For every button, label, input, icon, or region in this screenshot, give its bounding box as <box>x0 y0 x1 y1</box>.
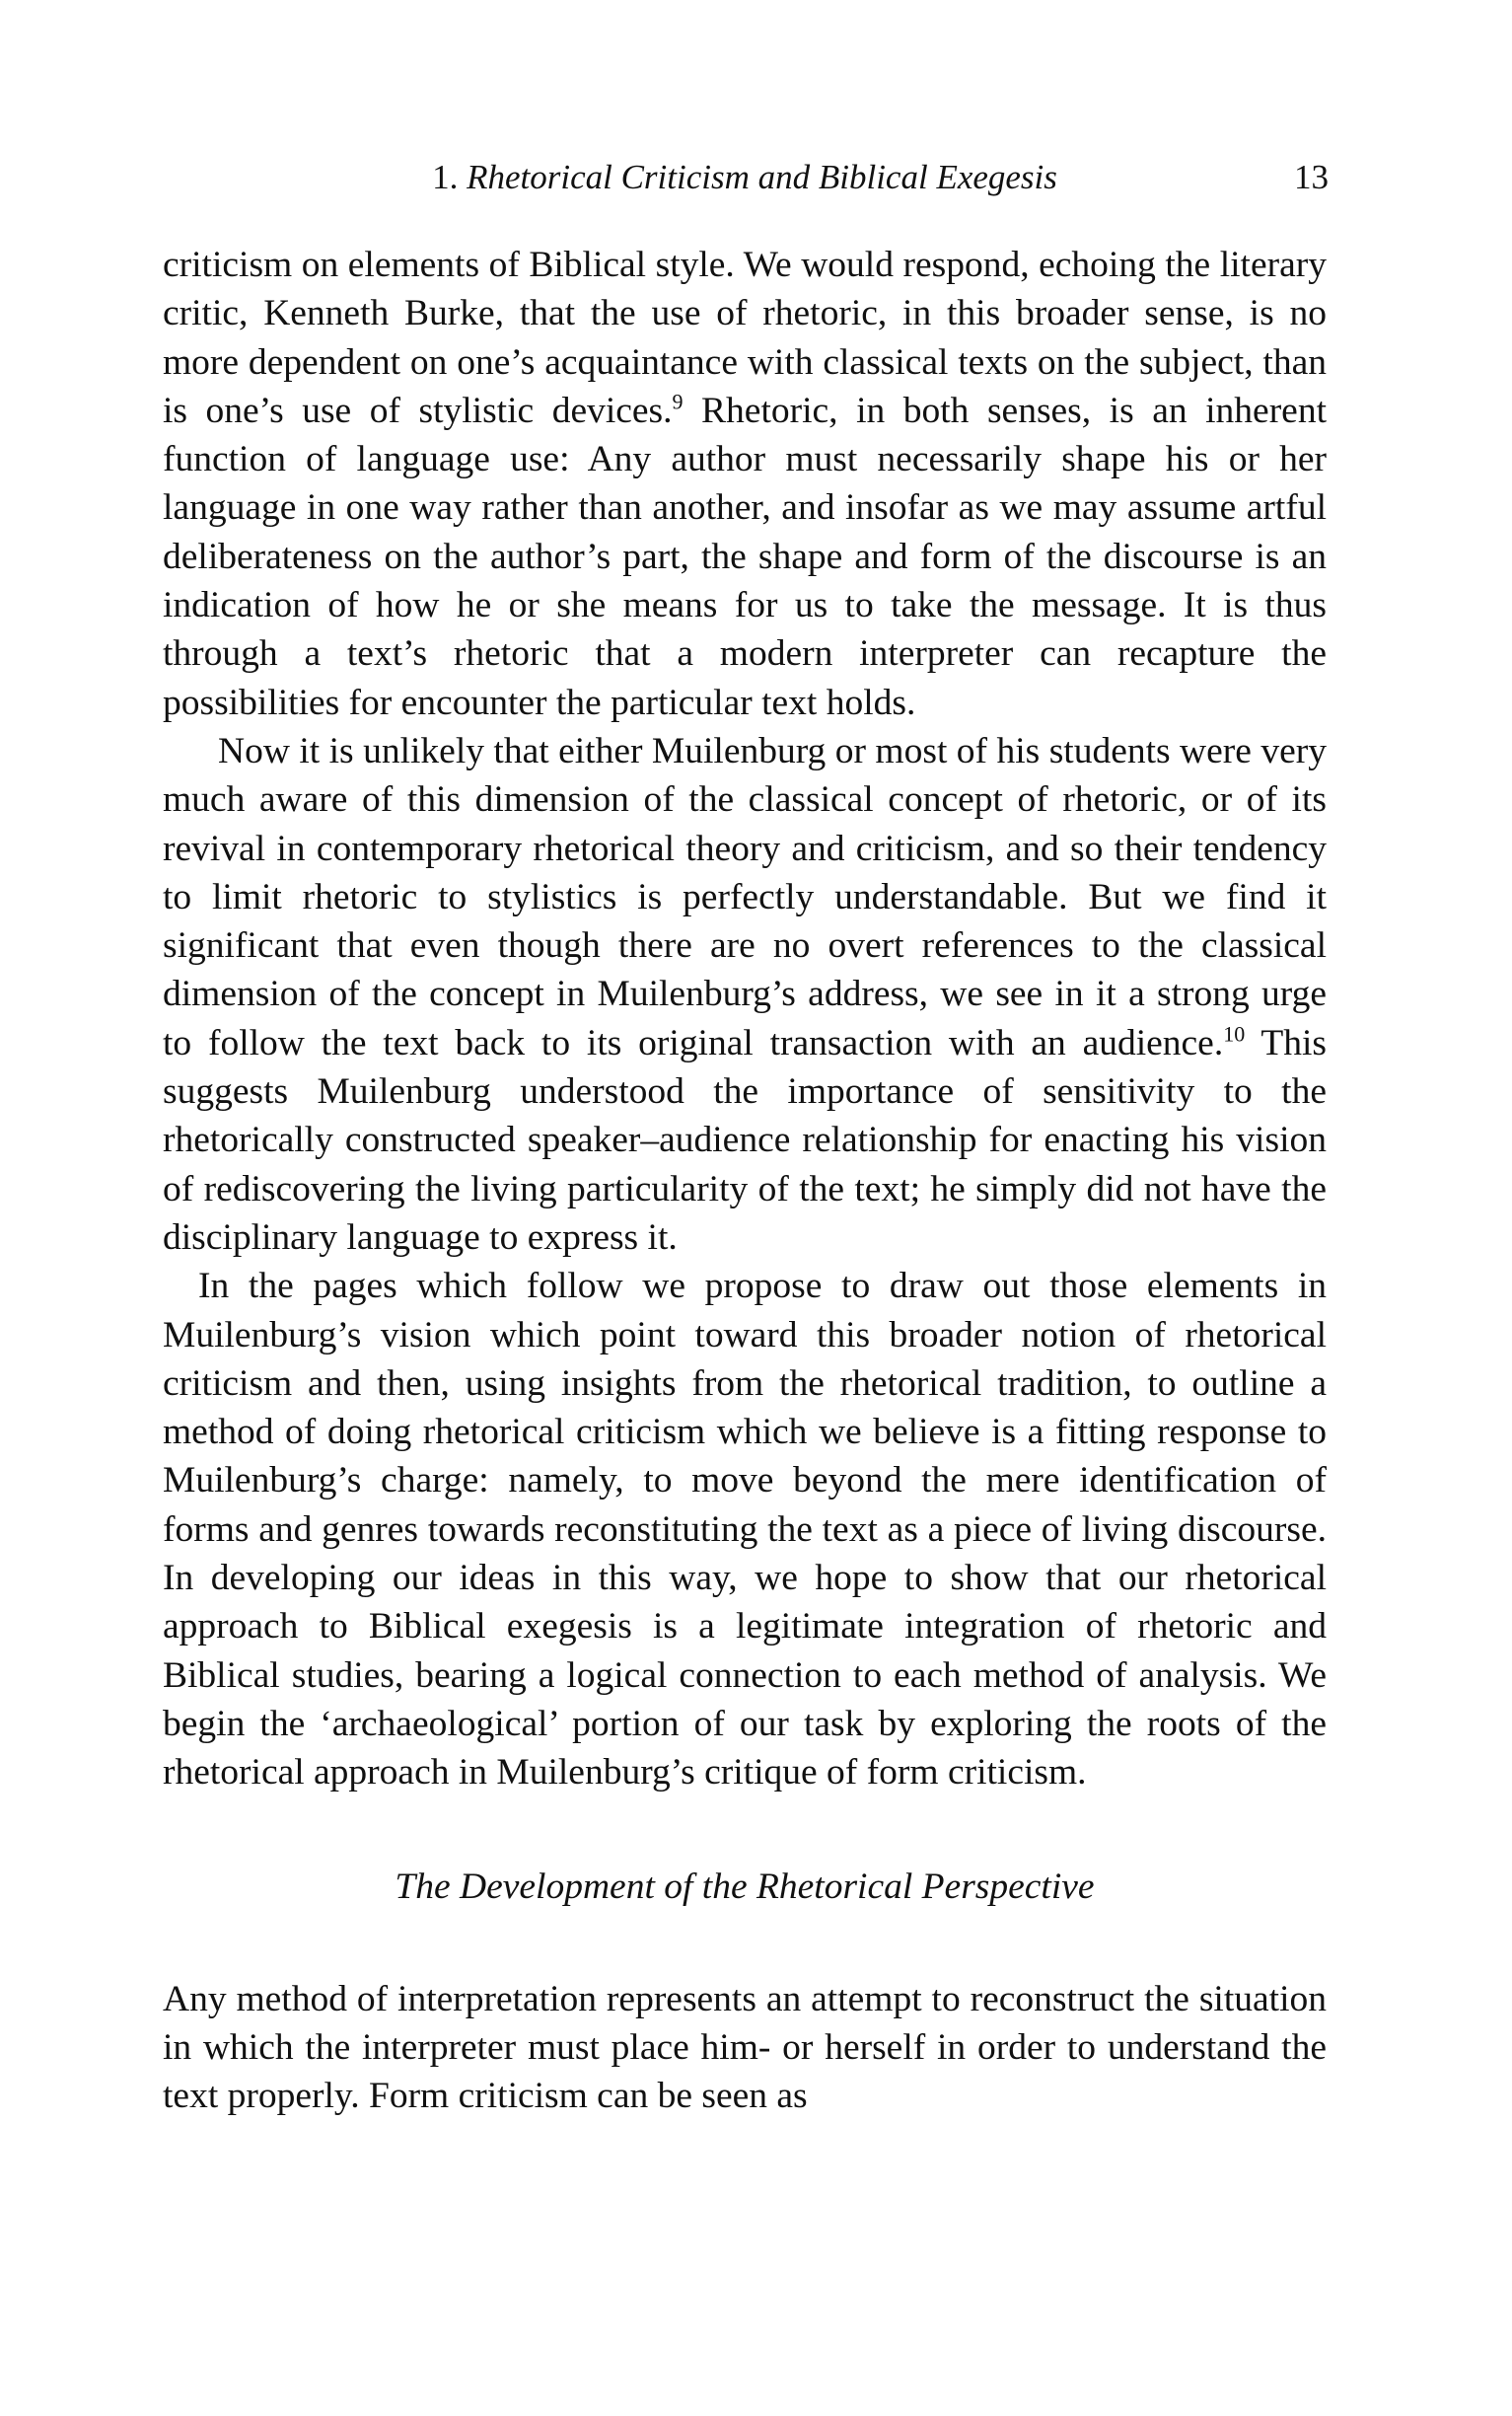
paragraph-2-text-cont: This suggests Muilenburg understood the importance of sensitivity to the rhetorically constructed speaker–audience relationship for enacting his vision of rediscovering the living particularity of the text; he simply did not have the disciplinary language to express it. <box>163 1022 1327 1258</box>
paragraph-2-text: Now it is unlikely that either Muilenburg or most of his students were very much aware of this dimension of the classical concept of rhetoric, or of its revival in contemporary rhetorical theory and criticism, and so their tendency to limit rhetoric to stylistics is perfectly understandable. But we find it significant that even though there are no overt references to the classical dimension of the concept in Muilenburg’s address, we see in it a strong urge to follow the text back to its original transaction with an audience. <box>163 730 1327 1063</box>
footnote-ref-10: 10 <box>1223 1021 1246 1047</box>
running-header <box>163 148 1327 207</box>
body-text <box>163 241 1327 1797</box>
section-body <box>163 1975 1327 2121</box>
chapter-number: 1. <box>432 158 459 196</box>
paragraph-2 <box>163 727 1327 1262</box>
paragraph-1 <box>163 241 1327 727</box>
paragraph-1-text: criticism on elements of Biblical style. We would respond, echoing the literary critic, Kenneth Burke, that the use of rhetoric, in this broader sense, is no more dependent on one’s acquaintance with classical texts on the subject, than is one’s use of stylistic devices. <box>163 245 1327 431</box>
paragraph-3 <box>163 1262 1327 1796</box>
book-page <box>163 148 1327 2120</box>
chapter-title-text: Rhetorical Criticism and Biblical Exegesis <box>467 158 1057 196</box>
footnote-ref-9: 9 <box>672 389 684 414</box>
paragraph-3-text: In the pages which follow we propose to draw out those elements in Muilenburg’s vision which point toward this broader notion of rhetorical criticism and then, using insights from the rhetorical tradition, to outline a method of doing rhetorical criticism which we believe is a fitting response to Muilenburg’s charge: namely, to move beyond the mere identification of forms and genres towards reconstituting the text as a piece of living discourse. In developing our ideas in this way, we hope to show that our rhetorical approach to Biblical exegesis is a legitimate integration of rhetoric and Biblical studies, bearing a logical connection to each method of analysis. We begin the ‘archaeological’ portion of our task by exploring the roots of the rhetorical approach in Muilenburg’s critique of form criticism. <box>163 1266 1327 1794</box>
page-number: 13 <box>1294 158 1329 196</box>
chapter-title <box>163 148 1327 207</box>
paragraph-4: Any method of interpretation represents an attempt to reconstruct the situation in which the interpreter must place him- or herself in order to understand the text properly. Form criticism can be seen as <box>163 1978 1327 2117</box>
section-heading: The Development of the Rhetorical Perspective <box>395 1866 1095 1907</box>
paragraph-1-text-cont: Rhetoric, in both senses, is an inherent function of language use: Any author must necessarily shape his or her language in one way rather than another, and insofar as we may assume artful deliberateness on the author’s part, the shape and form of the discourse is an indication of how he or she means for us to take the message. It is thus through a text’s rhetoric that a modern interpreter can recapture the possibilities for encounter the particular text holds. <box>163 390 1327 723</box>
